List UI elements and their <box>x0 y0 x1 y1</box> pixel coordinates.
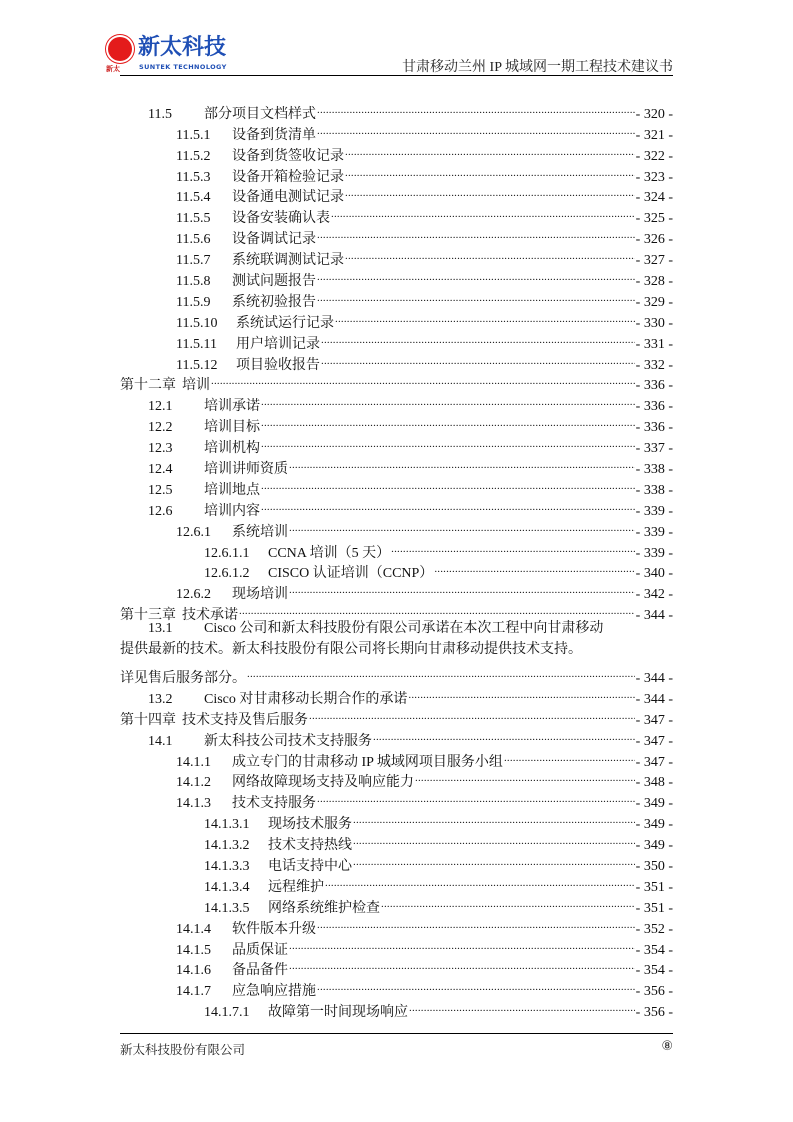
toc-entry[interactable] <box>120 557 673 582</box>
toc-entry-page: - 356 - <box>635 984 673 1000</box>
toc-entry-title: 设备开箱检验记录 <box>232 169 344 185</box>
toc-entry-number: 12.5 <box>148 482 173 498</box>
toc-entry-number: 11.5.2 <box>176 148 211 164</box>
toc-entry-title: 部分项目文档样式 <box>204 106 316 122</box>
toc-entry-page: - 320 - <box>635 106 673 122</box>
toc-entry-number: 14.1.3.5 <box>204 900 250 916</box>
toc-dot-leader <box>353 807 635 828</box>
toc-dot-leader <box>504 745 635 766</box>
toc-entry-title: 系统培训 <box>232 524 288 540</box>
footer-divider <box>120 1033 673 1034</box>
toc-entry-number: 12.6.1.1 <box>204 545 250 561</box>
toc-entry-number: 11.5.11 <box>176 336 217 352</box>
logo-english-name: SUNTEK TECHNOLOGY <box>139 63 227 71</box>
toc-dot-leader <box>335 306 635 327</box>
toc-entry-number: 14.1.3 <box>176 796 211 812</box>
toc-entry-number: 11.5.12 <box>176 357 218 373</box>
table-of-contents <box>120 97 673 1021</box>
toc-dot-leader <box>408 682 634 703</box>
toc-entry-page: - 337 - <box>635 441 673 457</box>
toc-dot-leader <box>317 912 635 933</box>
toc-entry-title: 培训地点 <box>204 482 260 498</box>
toc-entry-number: 14.1.3.3 <box>204 858 250 874</box>
toc-entry-title: 网络系统维护检查 <box>268 900 380 916</box>
toc-dot-leader <box>317 285 635 306</box>
toc-entry-page: - 336 - <box>635 378 673 394</box>
page-number: ⑧ <box>661 1039 673 1054</box>
toc-dot-leader <box>321 348 635 369</box>
toc-entry-title: 设备到货清单 <box>232 127 316 143</box>
toc-entry-number: 11.5.1 <box>176 127 211 143</box>
toc-entry-title: CCNA 培训（5 天） <box>268 545 391 561</box>
toc-entry[interactable] <box>120 577 673 603</box>
toc-entry[interactable] <box>120 619 673 686</box>
toc-entry-title: 故障第一时间现场响应 <box>268 1005 408 1021</box>
toc-entry-page: - 325 - <box>635 211 673 227</box>
toc-entry-number: 11.5.4 <box>176 190 211 206</box>
toc-entry-number: 11.5.9 <box>176 294 211 310</box>
toc-entry-title: 技术支持服务 <box>232 796 316 812</box>
toc-dot-leader <box>261 431 635 452</box>
toc-entry-page: - 347 - <box>635 712 673 728</box>
toc-entry[interactable] <box>120 870 673 895</box>
toc-entry-title: 设备到货签收记录 <box>232 148 344 164</box>
toc-dot-leader <box>345 160 635 181</box>
toc-entry-page: - 344 - <box>635 670 673 686</box>
toc-entry-title: 培训机构 <box>204 441 260 457</box>
toc-entry-page: - 322 - <box>635 148 673 164</box>
page-header <box>106 35 673 76</box>
toc-entry-number: 12.6 <box>148 503 173 519</box>
toc-dot-leader <box>345 139 635 160</box>
toc-entry-title: 测试问题报告 <box>232 274 316 290</box>
toc-entry-title: 应急响应措施 <box>232 984 316 1000</box>
toc-entry-page: - 349 - <box>635 796 673 812</box>
toc-entry-page: - 356 - <box>635 1005 673 1021</box>
toc-entry-number: 14.1.7.1 <box>204 1005 250 1021</box>
toc-dot-leader <box>289 452 635 473</box>
toc-entry-number: 12.4 <box>148 462 173 478</box>
toc-entry-page: - 323 - <box>635 169 673 185</box>
toc-entry-title: 网络故障现场支持及响应能力 <box>232 775 414 791</box>
toc-entry-title: 系统初验报告 <box>232 294 316 310</box>
toc-entry-title: 培训内容 <box>204 503 260 519</box>
toc-entry-title: 备品备件 <box>232 963 288 979</box>
toc-entry-number: 第十二章 <box>120 378 176 394</box>
toc-entry-title: 系统联调测试记录 <box>232 253 344 269</box>
toc-entry-page: - 340 - <box>635 566 673 582</box>
toc-entry[interactable] <box>120 97 673 122</box>
toc-entry-title: 提供最新的技术。新太科技股份有限公司将长期向甘肃移动提供技术支持。 <box>120 642 582 658</box>
toc-dot-leader <box>373 724 635 745</box>
toc-entry[interactable] <box>120 891 673 916</box>
toc-entry-page: - 329 - <box>635 294 673 310</box>
toc-dot-leader <box>289 515 635 536</box>
toc-entry-page: - 347 - <box>635 754 673 770</box>
toc-entry-page: - 332 - <box>635 357 673 373</box>
toc-entry-number: 11.5 <box>148 106 172 122</box>
toc-entry-title: 设备通电测试记录 <box>232 190 344 206</box>
toc-dot-leader <box>331 201 635 222</box>
toc-dot-leader <box>317 264 635 285</box>
toc-entry-number: 11.5.6 <box>176 232 211 248</box>
toc-entry-number: 11.5.7 <box>176 253 211 269</box>
logo-chinese-name: 新太科技 <box>138 35 227 60</box>
toc-entry-number: 14.1.5 <box>176 942 211 958</box>
toc-entry-page: - 338 - <box>635 462 673 478</box>
toc-entry-title: 用户培训记录 <box>236 336 320 352</box>
toc-entry-title: 成立专门的甘肃移动 IP 城域网项目服务小组 <box>232 754 503 770</box>
toc-entry-title: Cisco 对甘肃移动长期合作的承诺 <box>204 691 408 707</box>
toc-entry-page: - 350 - <box>635 858 673 874</box>
toc-entry-title: 新太科技公司技术支持服务 <box>204 733 372 749</box>
toc-entry-title: 培训讲师资质 <box>204 462 288 478</box>
toc-dot-leader <box>317 786 635 807</box>
toc-entry-title: 培训目标 <box>204 420 260 436</box>
toc-entry-title: 品质保证 <box>232 942 288 958</box>
toc-dot-leader <box>261 410 635 431</box>
toc-entry-title: 设备安装确认表 <box>232 211 330 227</box>
header-divider <box>120 75 673 76</box>
toc-entry[interactable] <box>120 912 673 937</box>
toc-entry-page: - 327 - <box>635 253 673 269</box>
toc-dot-leader <box>247 661 635 682</box>
toc-entry-page: - 347 - <box>635 733 673 749</box>
toc-dot-leader <box>391 536 635 557</box>
toc-entry[interactable] <box>120 828 673 854</box>
toc-entry-page: - 354 - <box>635 942 673 958</box>
page-footer <box>120 1033 673 1057</box>
toc-dot-leader <box>261 473 635 494</box>
toc-entry-page: - 342 - <box>635 587 673 603</box>
toc-dot-leader <box>317 97 635 118</box>
toc-dot-leader <box>345 181 635 202</box>
toc-entry-page: - 349 - <box>635 838 673 854</box>
toc-entry-number: 12.6.1 <box>176 524 211 540</box>
toc-entry-title: 远程维护 <box>268 879 324 895</box>
toc-entry-number: 11.5.8 <box>176 274 211 290</box>
toc-dot-leader <box>239 598 635 619</box>
toc-dot-leader <box>321 327 635 348</box>
toc-entry-title: CISCO 认证培训（CCNP） <box>268 566 434 582</box>
toc-entry-title: 软件版本升级 <box>232 921 316 937</box>
toc-entry-page: - 338 - <box>635 482 673 498</box>
toc-entry-page: - 330 - <box>635 315 673 331</box>
toc-entry-title: 设备调试记录 <box>232 232 316 248</box>
toc-entry-page: - 328 - <box>635 274 673 290</box>
toc-entry-page: - 331 - <box>635 336 673 352</box>
toc-dot-leader <box>345 243 635 264</box>
toc-entry-number: 11.5.10 <box>176 315 218 331</box>
toc-entry-title: 现场技术服务 <box>268 817 352 833</box>
toc-entry-title: Cisco 公司和新太科技股份有限公司承诺在本次工程中向甘肃移动 <box>204 621 604 637</box>
toc-dot-leader <box>289 577 635 598</box>
toc-entry-page: - 326 - <box>635 232 673 248</box>
toc-entry-page: - 321 - <box>635 127 673 143</box>
toc-entry-number: 14.1.1 <box>176 754 211 770</box>
toc-dot-leader <box>261 389 635 410</box>
toc-dot-leader <box>261 494 635 515</box>
toc-entry-number: 12.1 <box>148 399 173 415</box>
toc-entry-page: - 336 - <box>635 399 673 415</box>
toc-entry-page: - 349 - <box>635 817 673 833</box>
toc-entry-title: 培训承诺 <box>204 399 260 415</box>
toc-entry-page: - 336 - <box>635 420 673 436</box>
toc-entry-title: 项目验收报告 <box>236 357 320 373</box>
toc-entry-title: 电话支持中心 <box>268 858 352 874</box>
toc-entry-number: 14.1.3.1 <box>204 817 250 833</box>
toc-entry-number: 13.2 <box>148 691 173 707</box>
footer-company: 新太科技股份有限公司 <box>120 1042 246 1057</box>
toc-dot-leader <box>289 954 635 975</box>
toc-entry-number: 14.1.4 <box>176 921 211 937</box>
toc-entry-page: - 352 - <box>635 921 673 937</box>
toc-entry-page: - 348 - <box>635 775 673 791</box>
toc-entry-title: 系统试运行记录 <box>236 315 334 331</box>
toc-entry-page: - 354 - <box>635 963 673 979</box>
toc-dot-leader <box>381 891 635 912</box>
toc-dot-leader <box>353 828 635 849</box>
toc-entry-number: 12.6.1.2 <box>204 566 250 582</box>
toc-entry-page: - 324 - <box>635 190 673 206</box>
toc-dot-leader <box>434 557 634 578</box>
toc-entry-page: - 339 - <box>635 545 673 561</box>
toc-entry-number: 14.1.6 <box>176 963 211 979</box>
toc-entry-number: 11.5.5 <box>176 211 211 227</box>
toc-entry-number: 14.1.3.2 <box>204 838 250 854</box>
toc-entry-number: 12.6.2 <box>176 587 211 603</box>
toc-dot-leader <box>211 369 635 390</box>
toc-entry-number: 14.1.3.4 <box>204 879 250 895</box>
toc-entry-title: 技术支持及售后服务 <box>182 712 308 728</box>
toc-entry-page: - 344 - <box>635 608 673 624</box>
toc-dot-leader <box>415 766 635 787</box>
toc-entry-number: 第十三章 <box>120 608 176 624</box>
toc-dot-leader <box>409 995 635 1016</box>
document-title: 甘肃移动兰州 IP 城域网一期工程技术建议书 <box>402 60 673 75</box>
toc-dot-leader <box>317 222 635 243</box>
toc-entry-number: 14.1.2 <box>176 775 211 791</box>
toc-entry-number: 14.1 <box>148 733 173 749</box>
logo-sub-text: 新太 <box>106 65 120 73</box>
toc-dot-leader <box>317 974 635 995</box>
toc-entry-number: 11.5.3 <box>176 169 211 185</box>
toc-entry-page: - 351 - <box>635 900 673 916</box>
toc-entry-number: 13.1 <box>148 621 173 637</box>
toc-dot-leader <box>317 118 635 139</box>
toc-entry-number: 第十四章 <box>120 712 176 728</box>
toc-entry-title: 技术支持热线 <box>268 838 352 854</box>
toc-entry-number: 12.3 <box>148 441 173 457</box>
toc-entry-page: - 344 - <box>635 691 673 707</box>
company-logo <box>106 36 236 74</box>
toc-entry-number: 12.2 <box>148 420 173 436</box>
toc-entry-title: 现场培训 <box>232 587 288 603</box>
toc-dot-leader <box>289 933 635 954</box>
toc-entry-page: - 339 - <box>635 503 673 519</box>
toc-entry[interactable] <box>120 849 673 874</box>
toc-dot-leader <box>309 703 635 724</box>
toc-entry-number: 14.1.7 <box>176 984 211 1000</box>
toc-entry-title: 详见售后服务部分。 <box>120 670 246 686</box>
toc-dot-leader <box>325 870 635 891</box>
toc-entry-title: 技术承诺 <box>182 608 238 624</box>
toc-dot-leader <box>353 849 635 870</box>
toc-entry-page: - 339 - <box>635 524 673 540</box>
logo-sun-icon <box>108 37 132 61</box>
toc-entry-title: 培训 <box>182 378 210 394</box>
toc-entry-page: - 351 - <box>635 879 673 895</box>
